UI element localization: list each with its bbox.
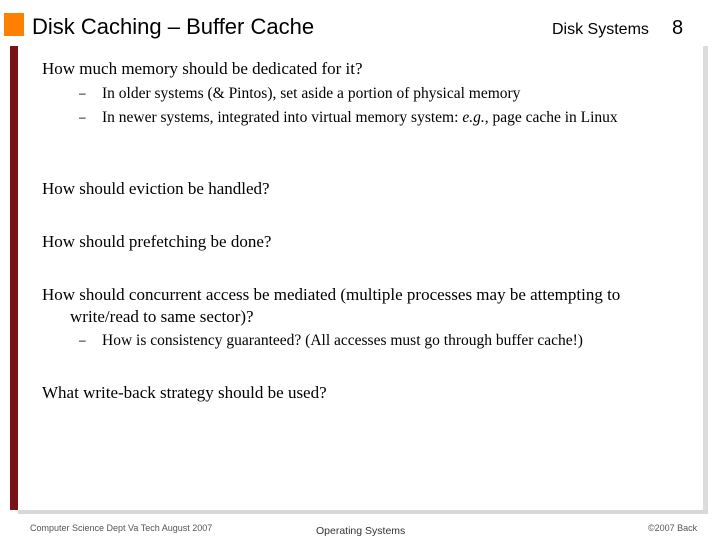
dash-marker: –: [79, 86, 86, 100]
slide-title: Disk Caching – Buffer Cache: [32, 14, 315, 39]
sub-bullet-text: How is consistency guaranteed? (All accesses must go through buffer cache!): [102, 332, 583, 349]
bottom-border-bar: [18, 510, 708, 514]
sub-bullet-text-em: e.g.: [462, 109, 485, 126]
title-accent-square: [4, 13, 24, 36]
sub-bullet-newer-systems: [79, 108, 662, 127]
footer-right: ©2007 Back: [648, 523, 698, 533]
bullet-memory-question: How much memory should be dedicated for it?: [42, 59, 363, 78]
slide-number: 8: [672, 17, 684, 39]
sub-bullet-text: In older systems (& Pintos), set aside a portion of physical memory: [102, 85, 521, 102]
bullet-prefetching-question: How should prefetching be done?: [42, 232, 272, 251]
sub-bullet-text-post: , page cache in Linux: [484, 109, 618, 126]
footer-left: Computer Science Dept Va Tech August 2007: [30, 523, 213, 533]
bullet-eviction-question: How should eviction be handled?: [42, 179, 270, 198]
left-border-bar: [10, 46, 18, 510]
section-label: Disk Systems: [552, 21, 649, 38]
bullet-writeback-question: What write-back strategy should be used?: [42, 383, 327, 402]
dash-marker: –: [79, 333, 86, 347]
bullet-concurrency-question: How should concurrent access be mediated (multiple processes may be attempting to write/read to same sector)?: [42, 285, 621, 326]
dash-marker: –: [79, 110, 86, 124]
sub-bullet-consistency: [79, 331, 662, 350]
sub-bullet-older-systems: [79, 84, 662, 103]
footer-center: Operating Systems: [316, 525, 406, 537]
sub-bullet-text-pre: In newer systems, integrated into virtual memory system:: [102, 109, 463, 126]
right-border-bar: [703, 46, 708, 510]
